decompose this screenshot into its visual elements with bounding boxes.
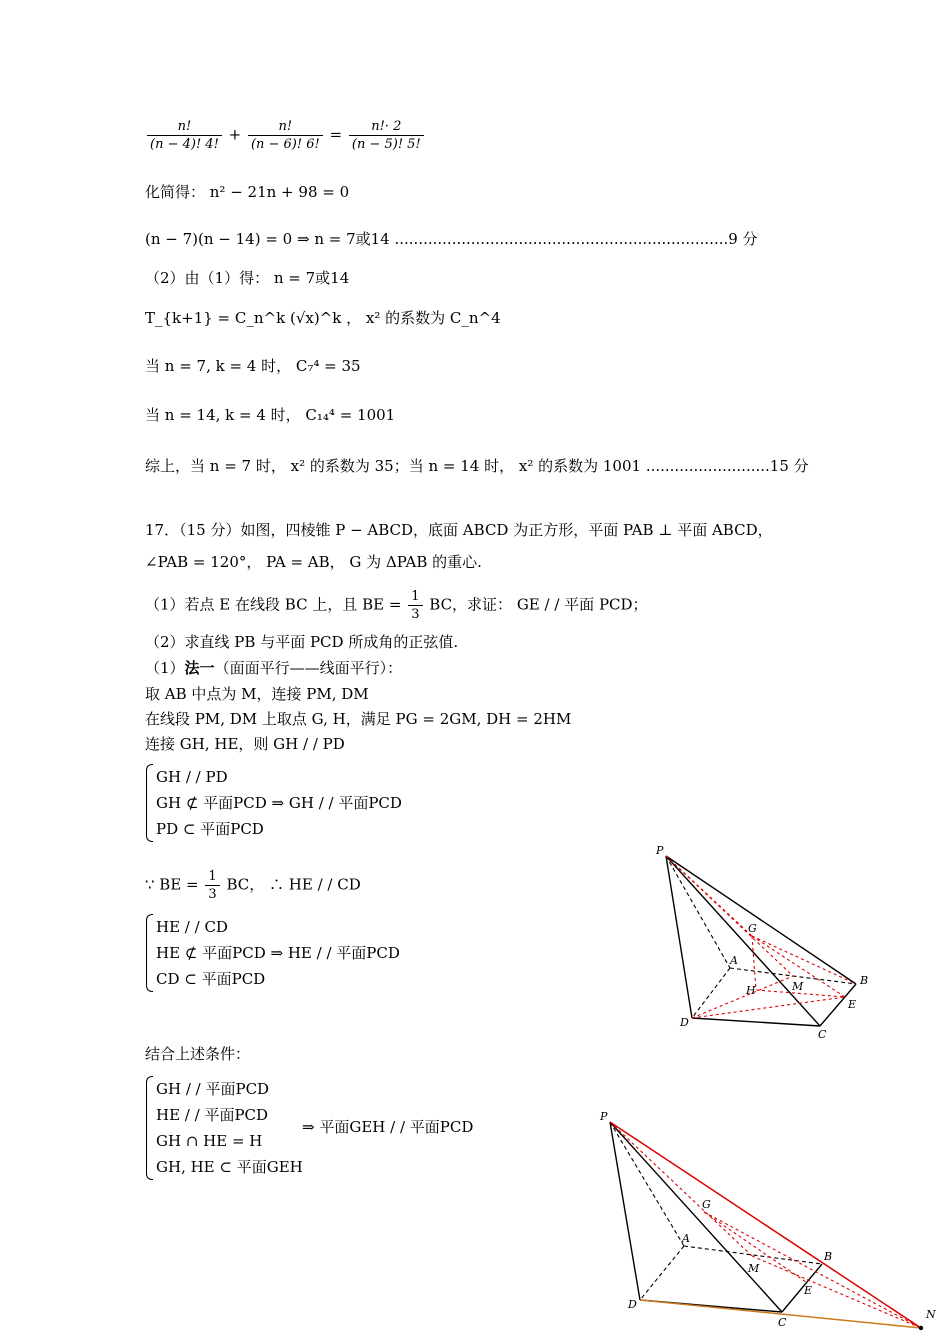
edge-PB [666,856,856,984]
fig1-label-P: P [656,844,664,857]
edge-PD [610,1122,640,1300]
fig1-label-A: A [730,954,738,967]
fig2-label-B: B [824,1250,833,1263]
fig1-label-H: H [746,984,756,997]
fig1-label-C: C [818,1028,827,1040]
summary-line: 综上，当 n = 7 时， x² 的系数为 35；当 n = 14 时， x² 的系数为 1001 ..........................15 分 [145,457,809,475]
midpoint-line: 取 AB 中点为 M，连接 PM, DM [145,685,369,703]
case-n7-line: 当 n = 7, k = 4 时， C₇⁴ = 35 [145,357,361,375]
fig2-label-D: D [628,1298,637,1311]
fraction-2: $\frac{n!}{(n - 6)! 6!}$ [248,118,323,153]
fig2-label-N: N [926,1308,936,1321]
because-line: ∵ BE = $\frac{1}{3}$ BC， ∴ HE / / CD [145,869,361,902]
fig2-label-A: A [682,1232,690,1245]
binomial-fraction-equation: $\frac{n!}{(n - 4)! 4!}$ + $\frac{n!}{(n - 6)! 6!}$ = $\frac{n!\cdot 2}{(n - 5)! 5!}$ [145,118,426,153]
brace-1-bracket [146,764,153,842]
problem17-part2: （2）求直线 PB 与平面 PCD 所成角的正弦值. [145,633,459,651]
combine-line: 结合上述条件： [145,1045,251,1063]
edge-PC [610,1122,782,1312]
segment-PG [666,856,752,936]
fig1-label-D: D [680,1016,689,1029]
fig2-label-E: E [804,1284,813,1297]
segment-GN [704,1212,921,1328]
problem17-part1: （1）若点 E 在线段 BC 上，且 BE = $\frac{1}{3}$ BC，求证： GE / / 平面 PCD； [145,589,648,622]
fig2-label-M: M [748,1262,760,1275]
connect-line: 连接 GH, HE，则 GH / / PD [145,735,345,753]
problem17-line1: 17．（15 分）如图，四棱锥 P − ABCD，底面 ABCD 为正方形，平面 PAB ⊥ 平面 ABCD， [145,521,773,539]
fig2-label-P: P [600,1110,608,1123]
segment-GB [752,936,856,984]
brace-2: HE / / CD HE ⊄ 平面PCD ⇒ HE / / 平面PCD CD ⊂ 平面PCD [156,918,400,988]
pyramid-figure-2 [596,1104,946,1340]
fraction-1: $\frac{n!}{(n - 4)! 4!}$ [147,118,222,153]
part2-line: （2）由（1）得： n = 7或14 [145,269,350,287]
fig1-label-M: M [792,980,804,993]
fraction-3: $\frac{n!\cdot 2}{(n - 5)! 5!}$ [349,118,424,153]
fig1-label-E: E [848,998,857,1011]
brace-3: GH / / 平面PCD HE / / 平面PCD GH ∩ HE = H GH, HE ⊂ 平面GEH [156,1080,303,1176]
fraction-one-third: $\frac{1}{3}$ [408,588,422,623]
brace-2-bracket [146,914,153,992]
plane-parallel-result: ⇒ 平面GEH / / 平面PCD [302,1118,474,1136]
pyramid-figure-1 [640,840,880,1040]
point-N [919,1326,923,1330]
general-term-line: T_{k+1} = C_n^k (√x)^k ， x² 的系数为 C_n^4 [145,309,501,327]
solve-line: (n − 7)(n − 14) = 0 ⇒ n = 7或14 ......................................................................9 分 [145,230,758,248]
line-PN [610,1122,921,1328]
segment-GH [752,936,756,990]
case-n14-line: 当 n = 14, k = 4 时， C₁₄⁴ = 1001 [145,406,396,424]
fraction-one-third-2: $\frac{1}{3}$ [205,868,219,903]
segment-DE [692,997,845,1018]
method1-heading: （1）法一（面面平行——线面平行）： [145,659,403,677]
edge-CB [782,1264,822,1312]
fig2-label-G: G [702,1198,711,1211]
fig1-label-G: G [748,922,757,935]
fig2-label-C: C [778,1316,787,1329]
edge-DC [692,1018,820,1026]
brace-3-bracket [146,1076,153,1180]
segment-PM [610,1122,752,1256]
problem17-line2: ∠PAB = 120°， PA = AB， G 为 ΔPAB 的重心. [145,553,482,571]
segment-DM [692,976,793,1018]
edge-AD [640,1246,684,1300]
points-line: 在线段 PM, DM 上取点 G, H，满足 PG = 2GM, DH = 2HM [145,710,572,728]
brace-1: GH / / PD GH ⊄ 平面PCD ⇒ GH / / 平面PCD PD ⊂ 平面PCD [156,768,402,838]
fig1-label-B: B [860,974,869,987]
simplify-line: 化简得： n² − 21n + 98 = 0 [145,183,350,201]
